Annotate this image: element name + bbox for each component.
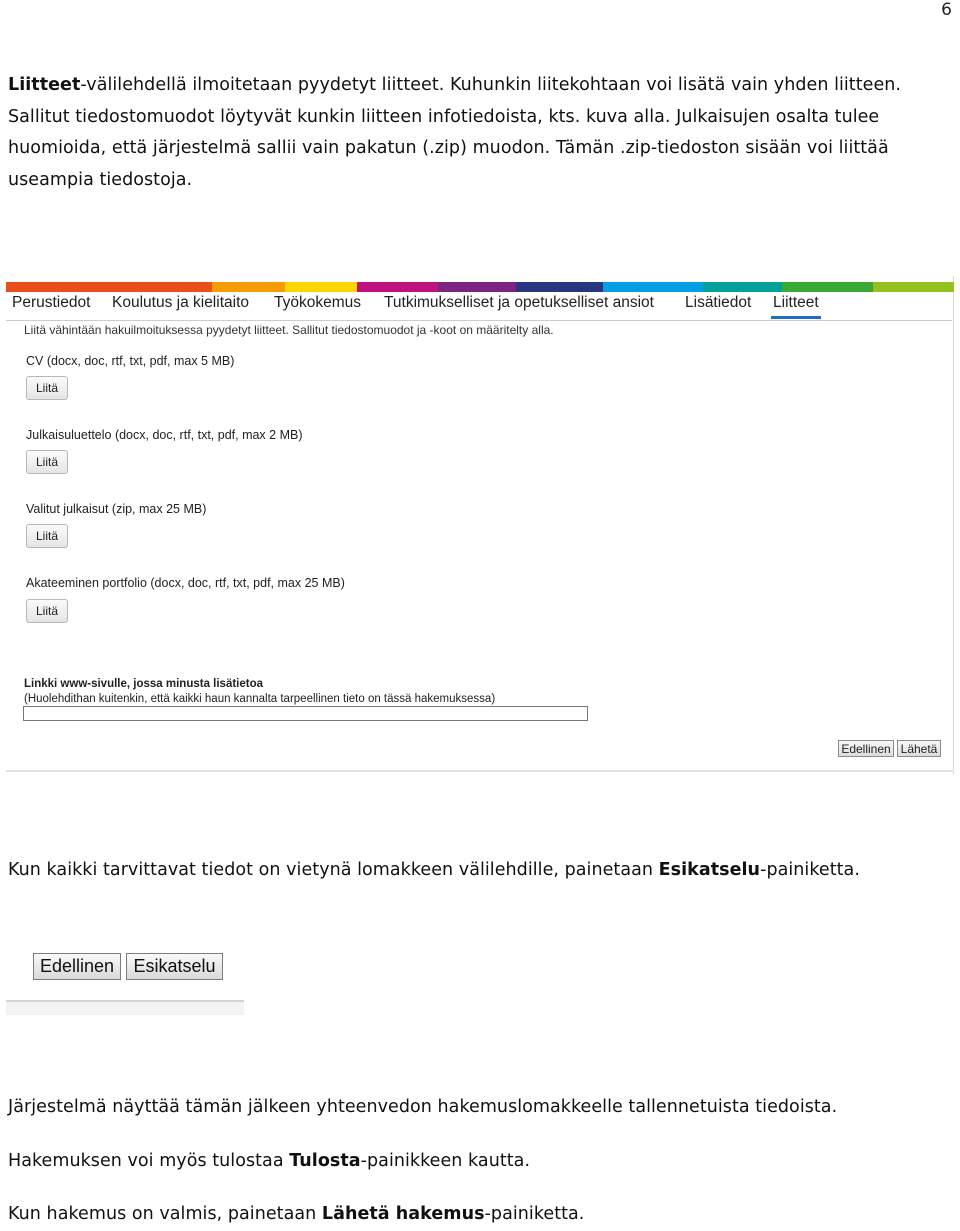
previous-button-large[interactable]: Edellinen xyxy=(33,953,121,980)
intro-paragraph xyxy=(8,70,953,196)
website-link-input[interactable] xyxy=(23,706,588,721)
intro-line-3: huomioida, että järjestelmä sallii vain pakatun (.zip) muodon. Tämän .zip-tiedoston sisään voi liittää xyxy=(8,138,889,158)
preview-instruction-suffix: -painiketta. xyxy=(760,860,860,880)
send-instruction xyxy=(8,1199,953,1231)
tab-tutkimukselliset[interactable]: Tutkimukselliset ja opetukselliset ansiot xyxy=(384,294,654,311)
intro-line-1 xyxy=(8,70,953,102)
attach-button-selected-publications[interactable]: Liitä xyxy=(26,524,68,548)
send-instruction-suffix: -painiketta. xyxy=(484,1204,585,1224)
tab-lisatiedot[interactable]: Lisätiedot xyxy=(685,294,752,311)
attachment-label-selected-publications: Valitut julkaisut (zip, max 25 MB) xyxy=(26,502,207,516)
attach-button-portfolio[interactable]: Liitä xyxy=(26,599,68,623)
print-instruction xyxy=(8,1146,953,1178)
attachment-label-portfolio: Akateeminen portfolio (docx, doc, rtf, txt, pdf, max 25 MB) xyxy=(26,576,345,590)
send-button[interactable]: Lähetä xyxy=(897,740,941,757)
page-number: 6 xyxy=(941,0,952,20)
buttons-footer-shade xyxy=(6,1002,244,1015)
intro-line-4: useampia tiedostoja. xyxy=(8,169,193,190)
info-text: Liitä vähintään hakuilmoituksessa pyydetyt liitteet. Sallitut tiedostomuodot ja -koot on määritelty alla. xyxy=(24,323,554,337)
tab-bar xyxy=(8,294,948,320)
color-bar-segment xyxy=(438,282,516,292)
form-bottom-border xyxy=(6,770,954,772)
color-bar-segment xyxy=(6,282,212,292)
tabs-divider xyxy=(6,320,952,321)
previous-button[interactable]: Edellinen xyxy=(838,740,894,757)
esikatselu-bold: Esikatselu xyxy=(658,860,761,880)
preview-buttons-screenshot xyxy=(6,940,244,1015)
color-bar xyxy=(6,282,954,292)
intro-line-2: Sallitut tiedostomuodot löytyvät kunkin liitteen infotiedoista, kts. kuva alla. Julkaisujen osalta tulee xyxy=(8,106,880,127)
color-bar-segment xyxy=(357,282,438,292)
tab-tyokokemus[interactable]: Työkokemus xyxy=(274,294,362,311)
print-instruction-suffix: -painikkeen kautta. xyxy=(360,1151,531,1171)
attachment-label-publication-list: Julkaisuluettelo (docx, doc, rtf, txt, pdf, max 2 MB) xyxy=(26,428,303,442)
tab-perustiedot[interactable]: Perustiedot xyxy=(12,294,91,311)
color-bar-segment xyxy=(285,282,357,292)
print-instruction-text: Hakemuksen voi myös tulostaa xyxy=(8,1151,290,1171)
preview-instruction xyxy=(8,855,953,887)
attachments-form-screenshot xyxy=(6,276,954,774)
send-instruction-text: Kun hakemus on valmis, painetaan xyxy=(8,1204,322,1224)
color-bar-segment xyxy=(703,282,783,292)
attach-button-publication-list[interactable]: Liitä xyxy=(26,450,68,474)
intro-line-1-rest: -välilehdellä ilmoitetaan pyydetyt liitteet. Kuhunkin liitekohtaan voi lisätä vain yhden liitteen. xyxy=(80,75,902,95)
preview-button[interactable]: Esikatselu xyxy=(126,953,223,980)
color-bar-segment xyxy=(212,282,284,292)
preview-instruction-text: Kun kaikki tarvittavat tiedot on vietynä lomakkeen välilehdille, painetaan xyxy=(8,860,659,880)
website-link-note: (Huolehdithan kuitenkin, että kaikki haun kannalta tarpeellinen tieto on tässä hakemuksessa) xyxy=(24,693,496,705)
laheta-hakemus-bold: Lähetä hakemus xyxy=(321,1204,485,1224)
attachment-label-cv: CV (docx, doc, rtf, txt, pdf, max 5 MB) xyxy=(26,354,235,368)
color-bar-segment xyxy=(603,282,703,292)
summary-text: Järjestelmä näyttää tämän jälkeen yhteenvedon hakemuslomakkeelle tallennetuista tiedoista. xyxy=(8,1097,838,1117)
color-bar-segment xyxy=(516,282,603,292)
liitteet-bold: Liitteet xyxy=(8,75,81,95)
color-bar-segment xyxy=(873,282,954,292)
color-bar-segment xyxy=(782,282,872,292)
website-link-label: Linkki www-sivulle, jossa minusta lisätietoa xyxy=(24,678,264,690)
tulosta-bold: Tulosta xyxy=(289,1151,361,1171)
tab-liitteet[interactable]: Liitteet xyxy=(771,294,821,319)
attach-button-cv[interactable]: Liitä xyxy=(26,376,68,400)
tab-koulutus[interactable]: Koulutus ja kielitaito xyxy=(112,294,249,311)
